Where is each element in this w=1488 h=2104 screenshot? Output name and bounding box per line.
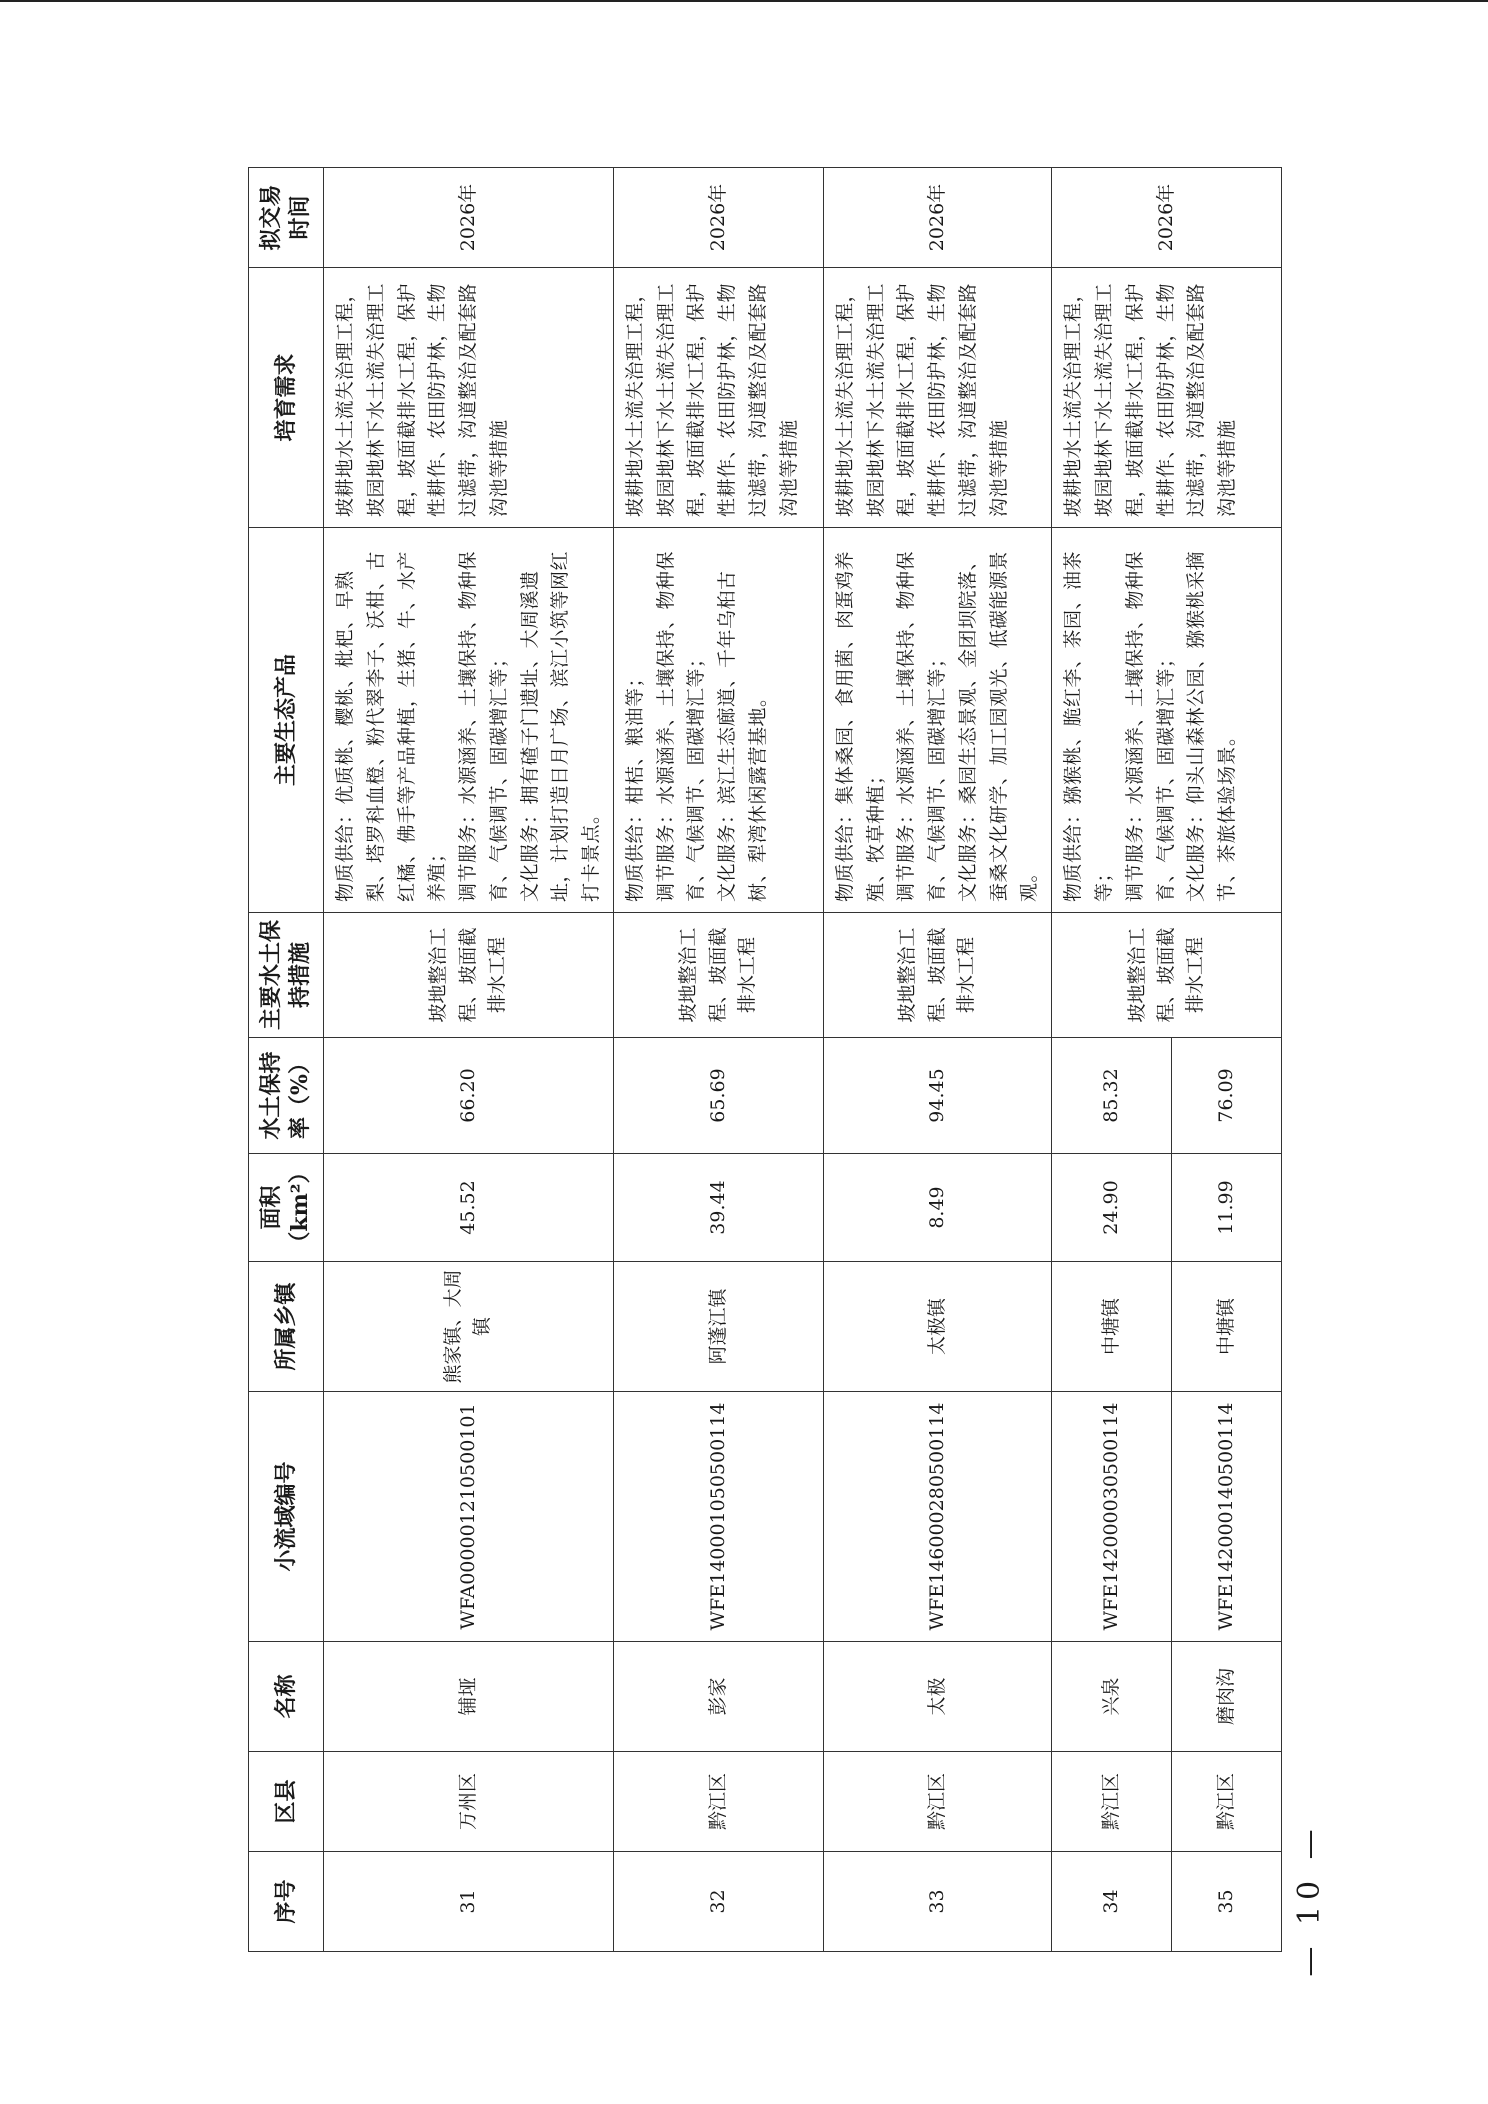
- cell-area: 8.49: [823, 1154, 1051, 1262]
- product-regulate: 调节服务：水源涵养、土壤保持、物种保育、气候调节、固碳增汇等；: [1123, 550, 1177, 902]
- cell-town: 中塘镇: [1172, 1262, 1282, 1392]
- cell-needs: 坡耕地水土流失治理工程，坡园地林下水土流失治理工程，坡面截排水工程，保护性耕作、农田防护林，生物过滤带，沟道整治及配套路沟池等措施: [823, 268, 1051, 528]
- cell-code: WFE14600028050011​4: [823, 1392, 1051, 1642]
- cell-measures: 坡地整治工程、坡面截排水工程: [1052, 913, 1282, 1038]
- table-row: [1052, 168, 1172, 1952]
- header-measures: 主要水土保持措施: [249, 913, 324, 1038]
- cell-products: [324, 528, 614, 913]
- cell-county: 万州区: [324, 1752, 614, 1852]
- product-culture: 文化服务：仰头山森林公园、猕猴桃采摘节、茶旅体验场景。: [1185, 550, 1239, 902]
- cell-time: 2026年: [613, 168, 823, 268]
- cell-products: [823, 528, 1051, 913]
- header-time: 拟交易时间: [249, 168, 324, 268]
- cell-town: 太极镇: [823, 1262, 1051, 1392]
- cell-name: 磨肉沟: [1172, 1642, 1282, 1752]
- cell-name: 铺垭: [324, 1642, 614, 1752]
- cell-town: 中塘镇: [1052, 1262, 1172, 1392]
- cell-seq: 33: [823, 1852, 1051, 1952]
- product-supply: 物质供给：集体桑园、食用菌、肉蛋鸡养殖、牧草种植；: [833, 550, 887, 902]
- cell-rate: 66.20: [324, 1038, 614, 1154]
- product-regulate: 调节服务：水源涵养、土壤保持、物种保育、气候调节、固碳增汇等；: [654, 550, 708, 902]
- cell-needs: 坡耕地水土流失治理工程，坡园地林下水土流失治理工程，坡面截排水工程，保护性耕作、农田防护林，生物过滤带，沟道整治及配套路沟池等措施: [324, 268, 614, 528]
- rotated-table-wrapper: [248, 168, 1258, 1952]
- header-row: [249, 168, 324, 1952]
- cell-seq: 32: [613, 1852, 823, 1952]
- cell-area: 24.90: [1052, 1154, 1172, 1262]
- product-supply: 物质供给：猕猴桃、脆红李、茶园、油茶等；: [1062, 550, 1116, 902]
- page-number: — 10 —: [1292, 1823, 1327, 1977]
- header-name: 名称: [249, 1642, 324, 1752]
- cell-county: 黔江区: [613, 1752, 823, 1852]
- cell-code: WFE14200014050011​4: [1172, 1392, 1282, 1642]
- cell-needs: 坡耕地水土流失治理工程，坡园地林下水土流失治理工程，坡面截排水工程，保护性耕作、农田防护林，生物过滤带，沟道整治及配套路沟池等措施: [613, 268, 823, 528]
- cell-products: [1052, 528, 1282, 913]
- cell-area: 11.99: [1172, 1154, 1282, 1262]
- cell-seq: 31: [324, 1852, 614, 1952]
- cell-time: 2026年: [1052, 168, 1282, 268]
- page-number-wrapper: [1290, 1780, 1330, 2020]
- header-county: 区县: [249, 1752, 324, 1852]
- product-culture: 文化服务：桑园生态景观、金团坝院落、蚕桑文化研学、加工园观光、低碳能源景观。: [956, 550, 1041, 902]
- product-culture: 文化服务：拥有碴子门遗址、大周溪遗址，计划打造日月广场、滨江小筑等网红打卡景点。: [518, 550, 603, 902]
- cell-county: 黔江区: [1052, 1752, 1172, 1852]
- cell-seq: 35: [1172, 1852, 1282, 1952]
- cell-town: 阿蓬江镇: [613, 1262, 823, 1392]
- product-regulate: 调节服务：水源涵养、土壤保持、物种保育、气候调节、固碳增汇等；: [457, 550, 510, 902]
- cell-name: 太极: [823, 1642, 1051, 1752]
- product-regulate: 调节服务：水源涵养、土壤保持、物种保育、气候调节、固碳增汇等；: [895, 550, 949, 902]
- watershed-table: [248, 167, 1282, 1952]
- cell-time: 2026年: [823, 168, 1051, 268]
- cell-town: 熊家镇、大周镇: [324, 1262, 614, 1392]
- cell-rate: 85.32: [1052, 1038, 1172, 1154]
- product-supply: 物质供给：柑桔、粮油等；: [623, 667, 646, 902]
- table-row: [613, 168, 823, 1952]
- header-code: 小流域编号: [249, 1392, 324, 1642]
- cell-code: WFA00000121050010​1: [324, 1392, 614, 1642]
- header-town: 所属乡镇: [249, 1262, 324, 1392]
- cell-measures: 坡地整治工程、坡面截排水工程: [324, 913, 614, 1038]
- table-row: [823, 168, 1051, 1952]
- cell-name: 兴泉: [1052, 1642, 1172, 1752]
- cell-county: 黔江区: [1172, 1752, 1282, 1852]
- cell-seq: 34: [1052, 1852, 1172, 1952]
- cell-code: WFE14200003050011​4: [1052, 1392, 1172, 1642]
- cell-county: 黔江区: [823, 1752, 1051, 1852]
- cell-rate: 65.69: [613, 1038, 823, 1154]
- product-culture: 文化服务：滨江生态廊道、千年乌桕古树、犁湾休闲露营基地。: [716, 570, 769, 902]
- header-needs: 培育需求: [249, 268, 324, 528]
- header-products: 主要生态产品: [249, 528, 324, 913]
- product-supply: 物质供给：优质桃、樱桃、枇杷、早熟梨、塔罗科血橙、粉代翠李子、沃柑、古红橘、佛手等产品种植，生猪、牛、水产养殖；: [334, 550, 449, 902]
- cell-area: 39.44: [613, 1154, 823, 1262]
- cell-needs: 坡耕地水土流失治理工程，坡园地林下水土流失治理工程，坡面截排水工程，保护性耕作、农田防护林，生物过滤带，沟道整治及配套路沟池等措施: [1052, 268, 1282, 528]
- cell-code: WFE14000105050011​4: [613, 1392, 823, 1642]
- cell-measures: 坡地整治工程、坡面截排水工程: [823, 913, 1051, 1038]
- cell-time: 2026年: [324, 168, 614, 268]
- header-rate: 水土保持率（%）: [249, 1038, 324, 1154]
- cell-measures: 坡地整治工程、坡面截排水工程: [613, 913, 823, 1038]
- header-area: 面积（km²）: [249, 1154, 324, 1262]
- cell-rate: 94.45: [823, 1038, 1051, 1154]
- cell-area: 45.52: [324, 1154, 614, 1262]
- cell-name: 彭家: [613, 1642, 823, 1752]
- table-row: [324, 168, 614, 1952]
- cell-rate: 76.09: [1172, 1038, 1282, 1154]
- top-border-line: [0, 0, 1488, 2]
- cell-products: [613, 528, 823, 913]
- header-seq: 序号: [249, 1852, 324, 1952]
